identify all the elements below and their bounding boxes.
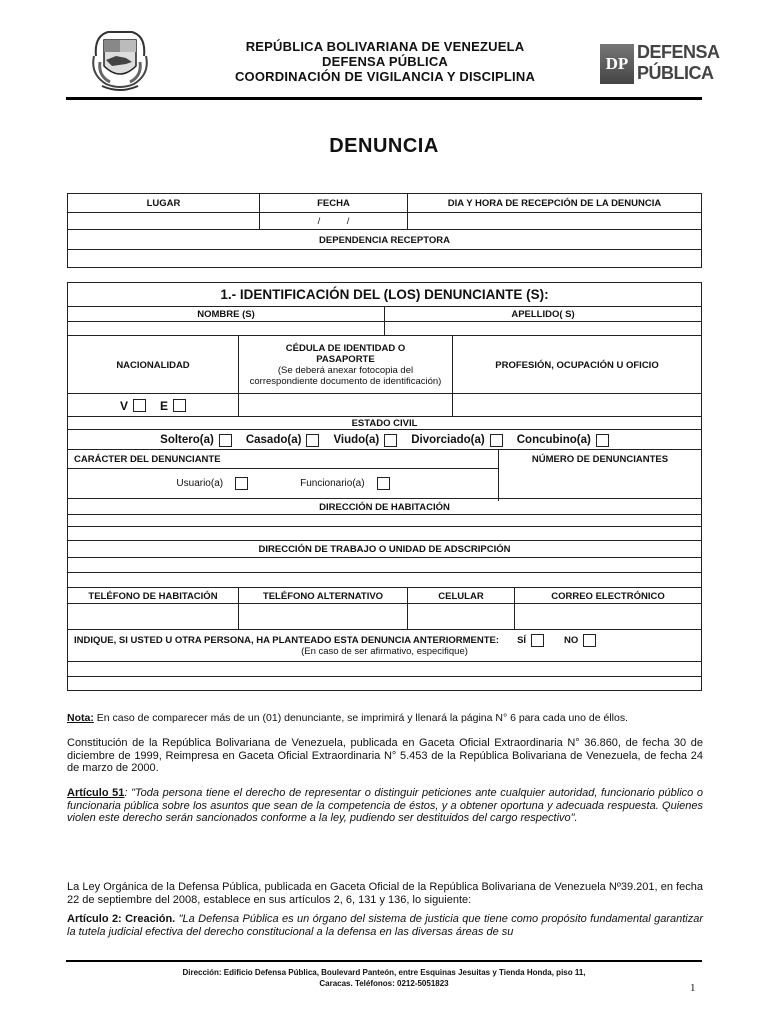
nota-label: Nota: <box>67 712 94 724</box>
divorciado-label: Divorciado(a) <box>411 434 485 446</box>
option-v-label: V <box>119 398 128 413</box>
soltero-label: Soltero(a) <box>160 434 214 446</box>
checkbox-funcionario[interactable] <box>377 477 390 490</box>
lugar-field[interactable] <box>68 213 259 230</box>
recepcion-field[interactable] <box>408 213 701 230</box>
dependencia-field[interactable] <box>68 250 701 269</box>
constitucion-paragraph: Constitución de la República Bolivariana de Venezuela, publicada en Gaceta Oficial Extraordinaria N° 36.860, de fecha 30 de diciembre de 1999, Reimpresa en Gaceta Oficial Extraordinaria N° 5.453 de la República Bolivariana de Venezuela, de fecha 24 de marzo de 2000. <box>67 737 703 774</box>
articulo-51-paragraph <box>67 787 703 825</box>
checkbox-divorciado[interactable] <box>490 434 503 447</box>
nota-paragraph <box>67 712 703 724</box>
articulo-2-label: Artículo 2: Creación. <box>67 913 176 925</box>
articulo-51-text: : "Toda persona tiene el derecho de representar o distinguir peticiones ante cualquier autoridad, funcionario público o funcionaria pública sobre los asuntos que sean de la competencia de éstos, y a obtener oportuna y adecuada respuesta. Quienes violen este derecho serán sancionados conforme a la ley, pudiendo ser destituidos del cargo respectivo". <box>67 787 703 824</box>
option-e-label: E <box>160 398 169 413</box>
correo-field[interactable] <box>515 604 701 630</box>
footer-line-1: Dirección: Edificio Defensa Pública, Boulevard Panteón, entre Esquinas Jesuitas y Tienda Honda, piso 11, <box>182 968 586 977</box>
profesion-field[interactable] <box>453 394 701 417</box>
header-line-3: COORDINACIÓN DE VIGILANCIA Y DISCIPLINA <box>234 69 536 84</box>
articulo-2-paragraph <box>67 913 703 938</box>
cedula-field[interactable] <box>239 394 452 417</box>
celular-field[interactable] <box>408 604 514 630</box>
header-line-1: REPÚBLICA BOLIVARIANA DE VENEZUELA <box>245 39 525 54</box>
page-number: 1 <box>690 982 696 994</box>
profesion-header: PROFESIÓN, OCUPACIÓN U OFICIO <box>495 359 659 371</box>
header-rule <box>66 97 702 100</box>
viudo-label: Viudo(a) <box>333 434 380 446</box>
concubino-label: Concubino(a) <box>516 434 591 446</box>
si-label: SÍ <box>517 635 527 646</box>
usuario-label: Usuario(a) <box>176 477 224 489</box>
apellido-field[interactable] <box>385 322 701 336</box>
cedula-title: CÉDULA DE IDENTIDAD O PASAPORTE <box>285 343 406 365</box>
estado-civil-header: ESTADO CIVIL <box>351 418 418 429</box>
checkbox-e[interactable] <box>173 399 186 412</box>
dir-habitacion-field-2[interactable] <box>68 527 701 541</box>
nota-text: En caso de comparecer más de un (01) denunciante, se imprimirá y llenará la página N° 6 para cada uno de éllos. <box>93 712 629 724</box>
identification-table <box>67 282 702 691</box>
dp-word-2: PÚBLICA <box>637 63 714 83</box>
document-title: DENUNCIA <box>329 135 439 157</box>
fecha-field[interactable]: / / <box>317 216 350 227</box>
footer-rule <box>66 960 702 962</box>
funcionario-label: Funcionario(a) <box>300 477 365 489</box>
caracter-options <box>68 468 498 498</box>
checkbox-v[interactable] <box>133 399 146 412</box>
recepcion-header: DIA Y HORA DE RECEPCIÓN DE LA DENUNCIA <box>447 197 662 209</box>
tel-alternativo-header: TELÉFONO ALTERNATIVO <box>262 590 384 602</box>
checkbox-viudo[interactable] <box>384 434 397 447</box>
nombre-header: NOMBRE (S) <box>197 309 255 320</box>
nacionalidad-options <box>68 394 238 417</box>
estado-civil-options <box>68 430 701 450</box>
cedula-note: (Se deberá anexar fotocopia del correspondiente documento de identificación) <box>249 365 442 387</box>
numero-field[interactable] <box>499 468 701 498</box>
fecha-header: FECHA <box>317 197 350 209</box>
caracter-header: CARÁCTER DEL DENUNCIANTE <box>74 454 221 465</box>
cedula-header <box>239 336 452 394</box>
checkbox-casado[interactable] <box>306 434 319 447</box>
dir-habitacion-header: DIRECCIÓN DE HABITACIÓN <box>319 501 450 513</box>
checkbox-usuario[interactable] <box>235 477 248 490</box>
dir-trabajo-field-1[interactable] <box>68 558 701 573</box>
header-line-2: DEFENSA PÚBLICA <box>321 54 449 69</box>
indique-field-2[interactable] <box>68 677 701 691</box>
lugar-header: LUGAR <box>146 197 181 209</box>
dir-trabajo-field-2[interactable] <box>68 573 701 588</box>
especifique-note: (En caso de ser afirmativo, especifique) <box>301 646 468 657</box>
defensa-publica-logo <box>600 40 720 88</box>
numero-header: NÚMERO DE DENUNCIANTES <box>531 454 669 465</box>
celular-header: CELULAR <box>438 590 484 602</box>
apellido-header: APELLIDO( S) <box>511 309 575 320</box>
ley-paragraph: La Ley Orgánica de la Defensa Pública, publicada en Gaceta Oficial de la República Bolivariana de Venezuela Nº39.201, en fecha 22 de septiembre del 2008, establece en sus artículos 2, 6, 131 y 136, lo siguiente: <box>67 881 703 906</box>
dir-trabajo-header: DIRECCIÓN DE TRABAJO O UNIDAD DE ADSCRIPCIÓN <box>258 544 511 555</box>
nacionalidad-header: NACIONALIDAD <box>116 359 190 371</box>
correo-header: CORREO ELECTRÓNICO <box>551 590 665 602</box>
dp-word-1: DEFENSA <box>637 42 720 62</box>
checkbox-concubino[interactable] <box>596 434 609 447</box>
tel-habitacion-header: TELÉFONO DE HABITACIÓN <box>88 590 218 602</box>
indique-label: INDIQUE, SI USTED U OTRA PERSONA, HA PLANTEADO ESTA DENUNCIA ANTERIORMENTE: <box>74 635 500 646</box>
coat-of-arms-logo <box>86 26 154 94</box>
checkbox-soltero[interactable] <box>219 434 232 447</box>
dependencia-header: DEPENDENCIA RECEPTORA <box>319 234 450 246</box>
tel-alternativo-field[interactable] <box>239 604 407 630</box>
articulo-2-text: "La Defensa Pública es un órgano del sistema de justicia que tiene como propósito fundamental garantizar la tutela judicial efectiva del derecho constitucional a la defensa en las diversas áreas de su <box>67 913 703 938</box>
articulo-51-label: Artículo 51 <box>67 787 125 799</box>
indique-field-1[interactable] <box>68 662 701 677</box>
reception-table <box>67 193 702 268</box>
nombre-field[interactable] <box>68 322 384 336</box>
section-1-title: 1.- IDENTIFICACIÓN DEL (LOS) DENUNCIANTE (S): <box>220 287 549 302</box>
casado-label: Casado(a) <box>245 434 302 446</box>
no-label: NO <box>564 635 579 646</box>
footer-line-2: Caracas. Teléfonos: 0212-5051823 <box>319 979 449 988</box>
tel-habitacion-field[interactable] <box>68 604 238 630</box>
dp-mark: DP <box>600 44 634 84</box>
